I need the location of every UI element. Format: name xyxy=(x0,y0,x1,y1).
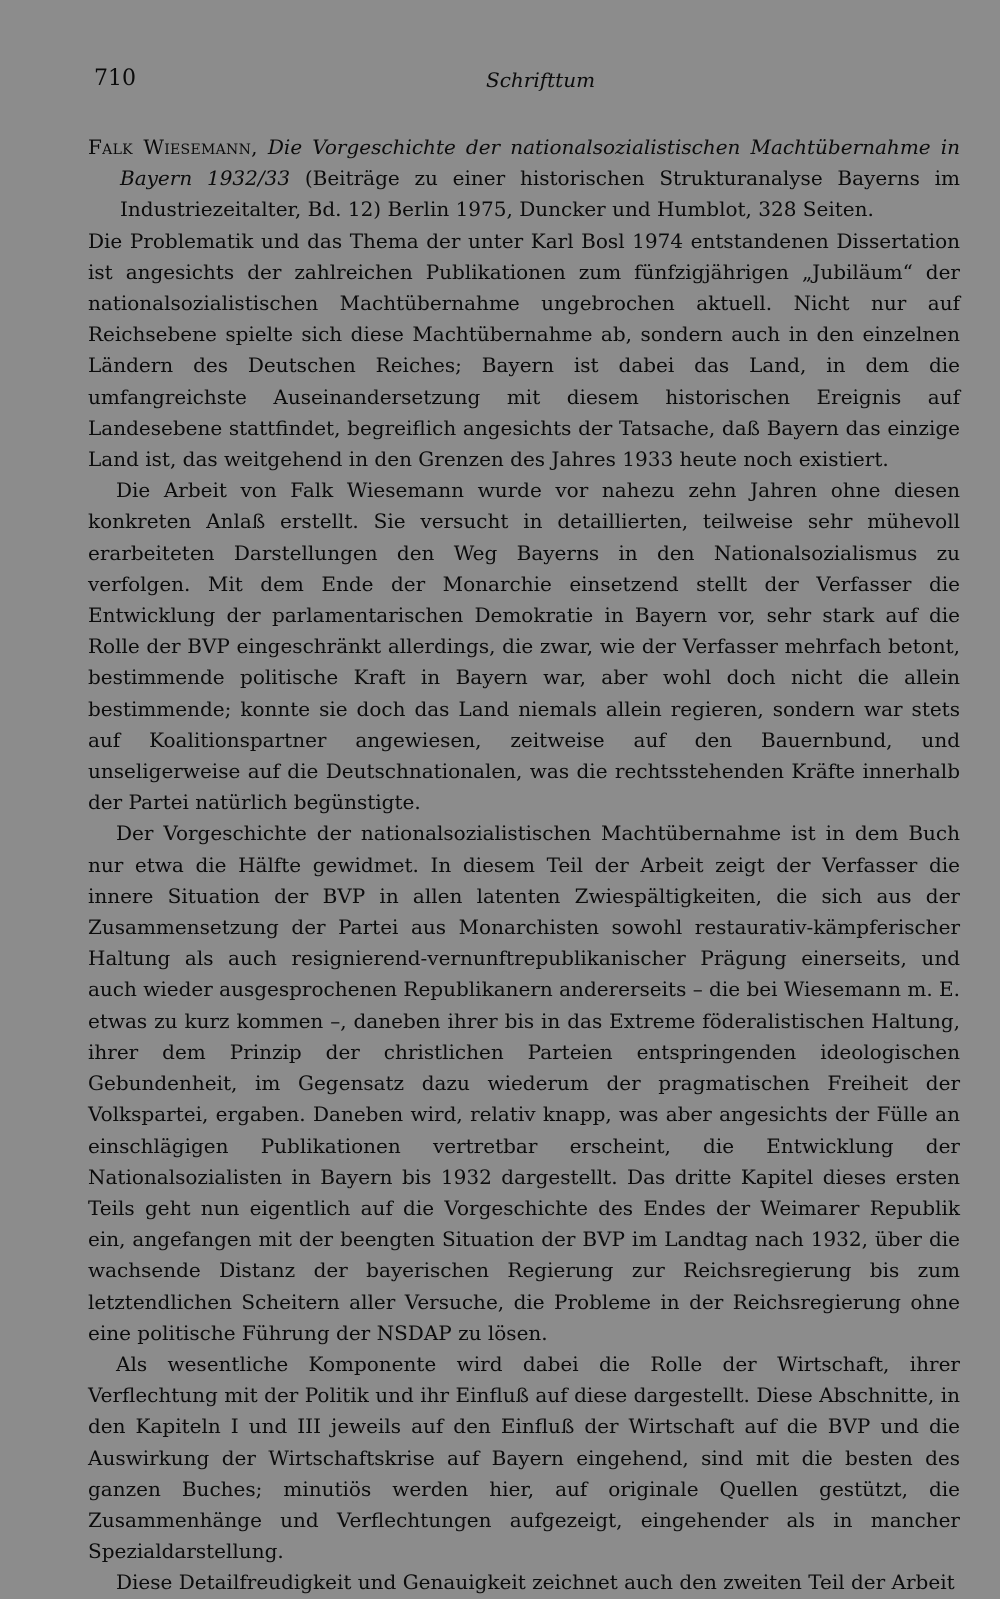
paragraph-2: Die Arbeit von Falk Wiesemann wurde vor nahezu zehn Jahren ohne diesen konkreten Anlaß erstellt. Sie versucht in detaillierten, teilweise sehr mühevoll erarbeiteten Darstellungen den Weg Bayerns in den Nationalsozialismus zu verfolgen. Mit dem Ende der Monarchie einsetzend stellt der Verfasser die Entwicklung der parlamentarischen Demokratie in Bayern vor, sehr stark auf die Rolle der BVP eingeschränkt allerdings, die zwar, wie der Verfasser mehrfach betont, bestimmende politische Kraft in Bayern war, aber wohl doch nicht die allein bestimmende; konnte sie doch das Land niemals allein regieren, sondern war stets auf Koalitionspartner angewiesen, zeitweise auf den Bauernbund, und unseligerweise auf die Deutschnationalen, was die rechtsstehenden Kräfte innerhalb der Partei natürlich begünstigte. xyxy=(88,478,960,815)
running-head: Schrifttum xyxy=(486,68,596,92)
entry-title: Die Vorgeschichte der nationalsozialistischen Machtübernahme in Bayern 1932/33 xyxy=(120,135,960,191)
review-body xyxy=(88,132,960,1599)
paragraph-1: Die Problematik und das Thema der unter Karl Bosl 1974 entstandenen Dissertation ist angesichts der zahlreichen Publikationen zum fünfzigjährigen „Jubiläum“ der nationalsozialistischen Machtübernahme ungebrochen aktuell. Nicht nur auf Reichsebene spielte sich diese Machtübernahme ab, sondern auch in den einzelnen Ländern des Deutschen Reiches; Bayern ist dabei das Land, in dem die umfangreichste Auseinandersetzung mit diesem historischen Ereignis auf Landesebene stattfindet, begreiflich angesichts der Tatsache, daß Bayern das einzige Land ist, das weitgehend in den Grenzen des Jahres 1933 heute noch existiert. xyxy=(88,228,960,472)
page-number: 710 xyxy=(94,66,136,91)
paragraph-3: Der Vorgeschichte der nationalsozialistischen Machtübernahme ist in dem Buch nur etwa die Hälfte gewidmet. In diesem Teil der Arbeit zeigt der Verfasser die innere Situation der BVP in allen latenten Zwiespältigkeiten, die sich aus der Zusammensetzung der Partei aus Monarchisten sowohl restaurativ-kämpferischer Haltung als auch resignierend-vernunftrepublikanischer Prägung einerseits, und auch wieder ausgesprochenen Republikanern andererseits – die bei Wiesemann m. E. etwas zu kurz kommen –, daneben ihrer bis in das Extreme föderalistischen Haltung, ihrer dem Prinzip der christlichen Parteien entspringenden ideologischen Gebundenheit, im Gegensatz dazu wiederum der pragmatischen Freiheit der Volkspartei, ergaben. Daneben wird, relativ knapp, was aber angesichts der Fülle an einschlägigen Publikationen vertretbar erscheint, die Entwicklung der Nationalsozialisten in Bayern bis 1932 dargestellt. Das dritte Kapitel dieses ersten Teils geht nun eigentlich auf die Vorgeschichte des Endes der Weimarer Republik ein, angefangen mit der beengten Situation der BVP im Landtag nach 1932, über die wachsende Distanz der bayerischen Regierung zur Reichsregierung bis zum letztendlichen Scheitern aller Versuche, die Probleme in der Reichsregierung ohne eine politische Führung der NSDAP zu lösen. xyxy=(88,821,961,1345)
bibliographic-entry xyxy=(88,132,960,226)
entry-details: (Beiträge zu einer historischen Strukturanalyse Bayerns im Industriezeitalter, Bd. 12) Berlin 1975, Duncker und Humblot, 328 Seiten. xyxy=(120,166,961,222)
page-header xyxy=(0,62,1000,98)
paragraph-5: Diese Detailfreudigkeit und Genauigkeit zeichnet auch den zweiten Teil der Arbeit xyxy=(116,1570,955,1595)
entry-author: Falk Wiesemann, xyxy=(88,135,258,159)
paragraph-4: Als wesentliche Komponente wird dabei die Rolle der Wirtschaft, ihrer Verflechtung mit der Politik und ihr Einfluß auf diese dargestellt. Diese Abschnitte, in den Kapiteln I und III jeweils auf den Einfluß der Wirtschaft auf die BVP und die Auswirkung der Wirtschaftskrise auf Bayern eingehend, sind mit die besten des ganzen Buches; minutiös werden hier, auf originale Quellen gestützt, die Zusammenhänge und Verflechtungen aufgezeigt, eingehender als in mancher Spezialdarstellung. xyxy=(88,1351,960,1564)
